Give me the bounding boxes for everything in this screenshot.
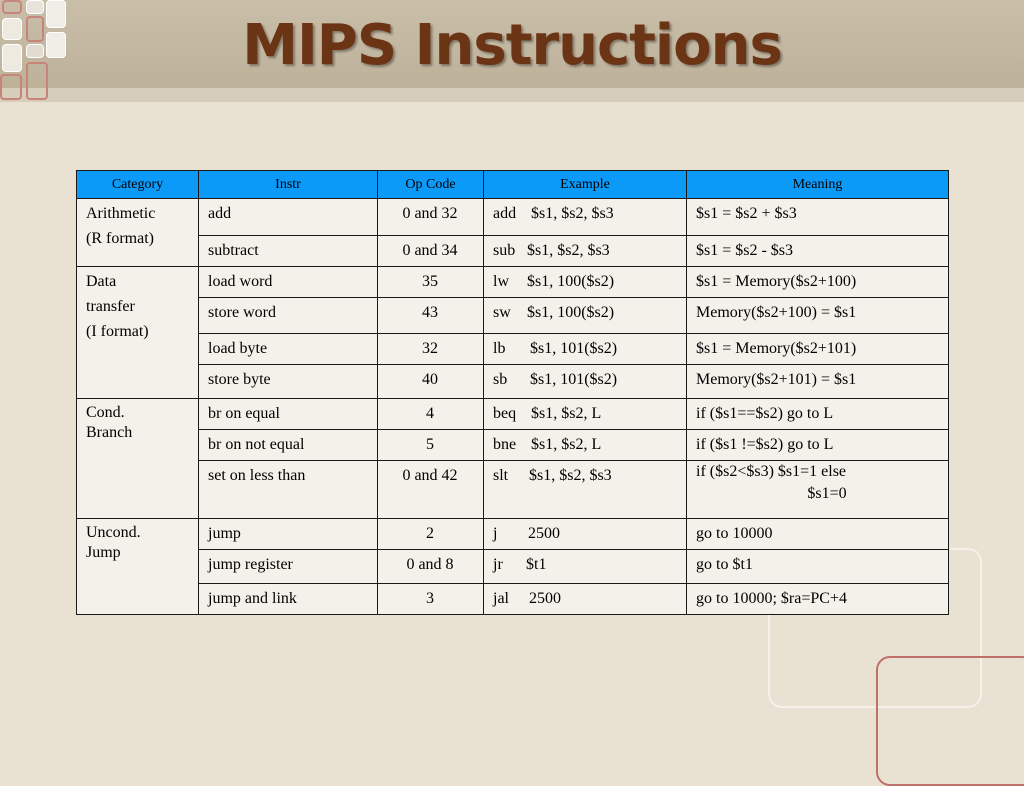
meaning-cell: $s1 = $s2 + $s3 <box>687 199 949 236</box>
meaning-line: if ($s2<$s3) $s1=1 else <box>696 463 847 480</box>
instr-cell: br on equal <box>199 399 378 430</box>
meaning-cell: go to 10000; $ra=PC+4 <box>687 584 949 615</box>
column-header-example: Example <box>484 171 687 199</box>
column-header-opcode: Op Code <box>378 171 484 199</box>
opcode-cell: 43 <box>378 298 484 334</box>
example-operands: $s1, 101($s2) <box>530 340 618 357</box>
meaning-cell: $s1 = Memory($s2+100) <box>687 267 949 298</box>
table-row <box>77 399 949 430</box>
meaning-cell: $s1 = $s2 - $s3 <box>687 236 949 267</box>
column-header-instr: Instr <box>199 171 378 199</box>
meaning-cell: if ($s1==$s2) go to L <box>687 399 949 430</box>
instr-cell: jump and link <box>199 584 378 615</box>
example-operands: $s1, $s2, L <box>531 436 602 453</box>
category-label: Arithmetic <box>86 205 156 222</box>
example-cell <box>484 365 687 399</box>
example-cell <box>484 334 687 365</box>
example-cell <box>484 199 687 236</box>
meaning-cell: go to $t1 <box>687 550 949 584</box>
meaning-cell: Memory($s2+100) = $s1 <box>687 298 949 334</box>
table-row <box>77 298 949 334</box>
column-header-meaning: Meaning <box>687 171 949 199</box>
example-mnemonic: lw <box>493 273 509 290</box>
category-cell <box>77 267 199 399</box>
example-cell <box>484 550 687 584</box>
opcode-cell: 2 <box>378 519 484 550</box>
example-cell <box>484 267 687 298</box>
category-cell <box>77 399 199 519</box>
instr-cell: set on less than <box>199 461 378 519</box>
example-mnemonic: sub <box>493 242 516 259</box>
title-band-stripe <box>0 88 1024 102</box>
table-row <box>77 430 949 461</box>
opcode-cell: 32 <box>378 334 484 365</box>
table-row <box>77 550 949 584</box>
instr-cell: store word <box>199 298 378 334</box>
meaning-cell: go to 10000 <box>687 519 949 550</box>
example-cell <box>484 430 687 461</box>
opcode-cell: 35 <box>378 267 484 298</box>
opcode-cell: 0 and 34 <box>378 236 484 267</box>
example-operands: 2500 <box>529 590 561 607</box>
instr-cell: load byte <box>199 334 378 365</box>
example-cell <box>484 236 687 267</box>
example-operands: $s1, 100($s2) <box>527 304 615 321</box>
category-label: Branch <box>86 424 133 441</box>
example-mnemonic: j <box>493 525 498 542</box>
example-mnemonic: lb <box>493 340 506 357</box>
category-label: Jump <box>86 544 121 561</box>
table-row <box>77 461 949 519</box>
category-label: (I format) <box>86 323 149 340</box>
table-header-row <box>77 171 949 199</box>
example-operands: $s1, $s2, $s3 <box>527 242 610 259</box>
example-mnemonic: jal <box>493 590 509 607</box>
meaning-line: $s1=0 <box>807 485 847 502</box>
example-mnemonic: jr <box>493 556 503 573</box>
example-operands: $t1 <box>526 556 547 573</box>
instr-cell: jump <box>199 519 378 550</box>
column-header-category: Category <box>77 171 199 199</box>
example-cell <box>484 461 687 519</box>
opcode-cell: 5 <box>378 430 484 461</box>
example-operands: $s1, 100($s2) <box>527 273 615 290</box>
mips-instructions-table <box>76 170 949 615</box>
table-row <box>77 519 949 550</box>
table-row <box>77 584 949 615</box>
instr-cell: jump register <box>199 550 378 584</box>
opcode-cell: 40 <box>378 365 484 399</box>
example-cell <box>484 399 687 430</box>
meaning-cell: $s1 = Memory($s2+101) <box>687 334 949 365</box>
example-cell <box>484 584 687 615</box>
opcode-cell: 3 <box>378 584 484 615</box>
instr-cell: add <box>199 199 378 236</box>
instr-cell: subtract <box>199 236 378 267</box>
category-label: Data <box>86 273 117 290</box>
example-operands: $s1, $s2, $s3 <box>531 205 614 222</box>
category-label: Uncond. <box>86 524 141 541</box>
example-operands: $s1, $s2, L <box>531 405 602 422</box>
category-label: transfer <box>86 298 135 315</box>
table-row <box>77 199 949 236</box>
example-mnemonic: beq <box>493 405 517 422</box>
page-title: MIPS Instructions <box>242 13 782 78</box>
example-mnemonic: add <box>493 205 517 222</box>
instr-cell: load word <box>199 267 378 298</box>
instr-cell: br on not equal <box>199 430 378 461</box>
category-cell <box>77 199 199 267</box>
example-cell <box>484 298 687 334</box>
meaning-cell: Memory($s2+101) = $s1 <box>687 365 949 399</box>
example-mnemonic: bne <box>493 436 517 453</box>
example-mnemonic: sb <box>493 371 508 388</box>
opcode-cell: 0 and 8 <box>378 550 484 584</box>
category-label: Cond. <box>86 404 125 421</box>
meaning-cell: if ($s1 !=$s2) go to L <box>687 430 949 461</box>
example-operands: $s1, $s2, $s3 <box>529 467 612 484</box>
category-label: (R format) <box>86 230 154 247</box>
opcode-cell: 4 <box>378 399 484 430</box>
category-cell <box>77 519 199 615</box>
decorative-frame <box>876 656 1024 786</box>
table-row <box>77 334 949 365</box>
example-mnemonic: sw <box>493 304 511 321</box>
meaning-cell <box>687 461 949 519</box>
example-operands: 2500 <box>528 525 560 542</box>
opcode-cell: 0 and 42 <box>378 461 484 519</box>
example-operands: $s1, 101($s2) <box>530 371 618 388</box>
table-row <box>77 365 949 399</box>
example-cell <box>484 519 687 550</box>
opcode-cell: 0 and 32 <box>378 199 484 236</box>
table-row <box>77 267 949 298</box>
example-mnemonic: slt <box>493 467 509 484</box>
instr-cell: store byte <box>199 365 378 399</box>
table-row <box>77 236 949 267</box>
